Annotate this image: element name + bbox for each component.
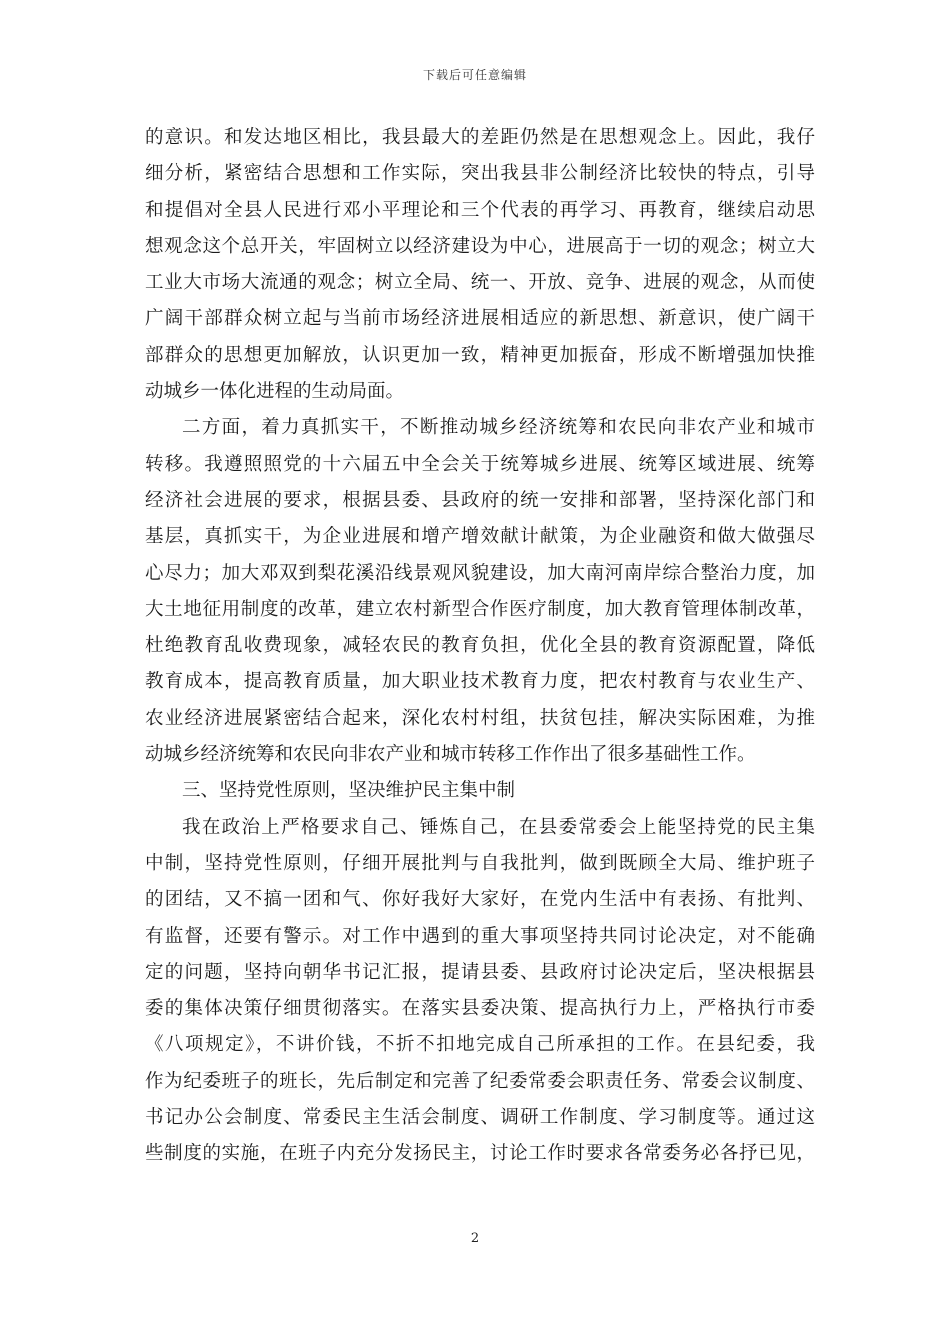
paragraph-3 <box>145 810 815 1173</box>
text-line: 经济社会进展的要求，根据县委、县政府的统一安排和部署，坚持深化部门和 <box>145 489 815 511</box>
text-line: 定的问题，坚持向朝华书记汇报，提请县委、县政府讨论决定后，坚决根据县 <box>145 961 815 983</box>
text-line: 我在政治上严格要求自己、锤炼自己，在县委常委会上能坚持党的民主集 <box>182 816 815 838</box>
text-line: 广阔干部群众树立起与当前市场经济进展相适应的新思想、新意识，使广阔干 <box>145 308 815 330</box>
text-line: 工业大市场大流通的观念；树立全局、统一、开放、竞争、进展的观念，从而使 <box>145 272 815 294</box>
text-line: 细分析，紧密结合思想和工作实际，突出我县非公制经济比较快的特点，引导 <box>145 163 815 185</box>
section-heading <box>145 773 815 809</box>
text-line: 的团结，又不搞一团和气、你好我好大家好，在党内生活中有表扬、有批判、 <box>145 889 815 911</box>
text-line: 部群众的思想更加解放，认识更加一致，精神更加振奋，形成不断增强加快推 <box>145 344 815 366</box>
paragraph-2 <box>145 410 815 773</box>
text-line: 动城乡经济统筹和农民向非农产业和城市转移工作作出了很多基础性工作。 <box>145 744 756 766</box>
document-body <box>145 120 815 1173</box>
text-line: 农业经济进展紧密结合起来，深化农村村组，扶贫包挂，解决实际困难，为推 <box>145 707 815 729</box>
text-line: 转移。我遵照照党的十六届五中全会关于统筹城乡进展、统筹区域进展、统筹 <box>145 453 815 475</box>
text-line: 二方面，着力真抓实干，不断推动城乡经济统筹和农民向非农产业和城市 <box>182 417 815 439</box>
text-line: 心尽力；加大邓双到梨花溪沿线景观风貌建设，加大南河南岸综合整治力度，加 <box>145 562 815 584</box>
text-line: 书记办公会制度、常委民主生活会制度、调研工作制度、学习制度等。通过这 <box>145 1107 815 1129</box>
text-line: 教育成本，提高教育质量，加大职业技术教育力度，把农村教育与农业生产、 <box>145 671 815 693</box>
text-line: 动城乡一体化进程的生动局面。 <box>145 381 405 403</box>
text-line: 中制，坚持党性原则，仔细开展批判与自我批判，做到既顾全大局、维护班子 <box>145 852 815 874</box>
page-header: 下载后可任意编辑 <box>422 68 527 82</box>
text-line: 和提倡对全县人民进行邓小平理论和三个代表的再学习、再教育，继续启动思 <box>145 199 815 221</box>
page-number: 2 <box>470 1231 480 1246</box>
text-line: 有监督，还要有警示。对工作中遇到的重大事项坚持共同讨论决定，对不能确 <box>145 925 815 947</box>
text-line: 想观念这个总开关，牢固树立以经济建设为中心，进展高于一切的观念；树立大 <box>145 235 815 257</box>
text-line: 委的集体决策仔细贯彻落实。在落实县委决策、提高执行力上，严格执行市委 <box>145 998 815 1020</box>
paragraph-1 <box>145 120 815 410</box>
text-line: 的意识。和发达地区相比，我县最大的差距仍然是在思想观念上。因此，我仔 <box>145 127 815 148</box>
text-line: 大土地征用制度的改革，建立农村新型合作医疗制度，加大教育管理体制改革， <box>145 598 815 620</box>
text-line: 杜绝教育乱收费现象，减轻农民的教育负担，优化全县的教育资源配置，降低 <box>145 635 815 657</box>
text-line: 基层，真抓实干，为企业进展和增产增效献计献策，为企业融资和做大做强尽 <box>145 526 815 548</box>
text-line: 作为纪委班子的班长，先后制定和完善了纪委常委会职责任务、常委会议制度、 <box>145 1070 815 1092</box>
text-line: 《八项规定》，不讲价钱，不折不扣地完成自己所承担的工作。在县纪委，我 <box>145 1034 815 1056</box>
heading-line: 三、坚持党性原则，坚决维护民主集中制 <box>182 780 516 802</box>
text-line: 些制度的实施，在班子内充分发扬民主，讨论工作时要求各常委务必各抒已见， <box>145 1143 815 1165</box>
